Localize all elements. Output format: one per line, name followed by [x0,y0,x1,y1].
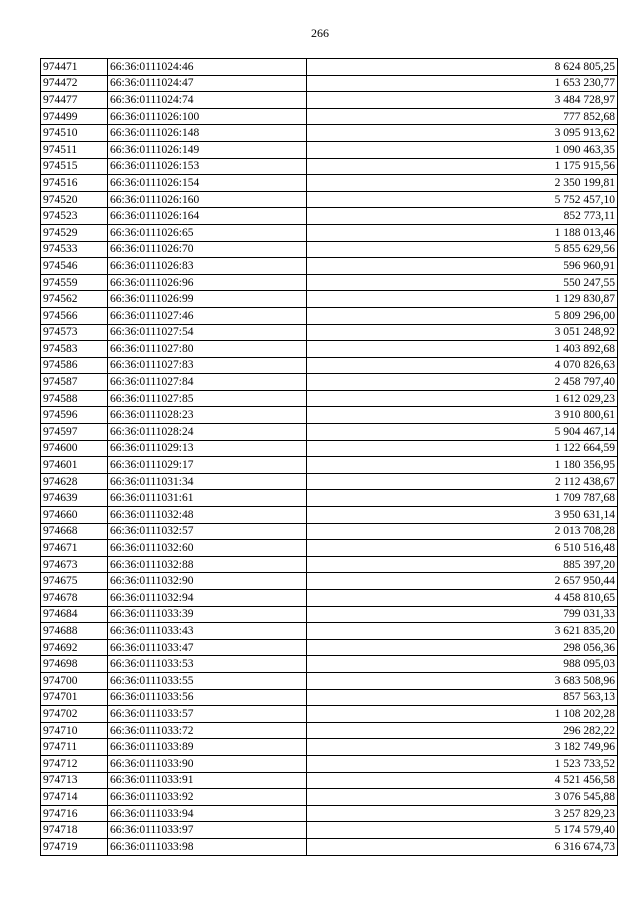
cadastral-number-cell: 66:36:0111033:72 [108,722,307,739]
cadastral-number-cell: 66:36:0111026:164 [108,208,307,225]
row-number-cell: 974660 [41,507,108,524]
table-row [41,75,618,92]
row-number-cell: 974477 [41,92,108,109]
cadastral-value-cell: 4 070 826,63 [307,357,618,374]
cadastral-value-cell: 1 188 013,46 [307,224,618,241]
cadastral-number-cell: 66:36:0111031:61 [108,490,307,507]
cadastral-number-cell: 66:36:0111033:57 [108,706,307,723]
cadastral-value-cell: 799 031,33 [307,606,618,623]
row-number-cell: 974515 [41,158,108,175]
table-row [41,606,618,623]
cadastral-value-cell: 1 403 892,68 [307,341,618,358]
row-number-cell: 974714 [41,789,108,806]
table-row [41,141,618,158]
cadastral-number-cell: 66:36:0111026:154 [108,175,307,192]
table-row [41,92,618,109]
row-number-cell: 974688 [41,623,108,640]
cadastral-value-cell: 6 316 674,73 [307,838,618,855]
cadastral-value-cell: 2 013 708,28 [307,523,618,540]
cadastral-value-cell: 1 709 787,68 [307,490,618,507]
cadastral-value-cell: 3 910 800,61 [307,407,618,424]
table-row [41,689,618,706]
row-number-cell: 974583 [41,341,108,358]
cadastral-value-cell: 3 182 749,96 [307,739,618,756]
cadastral-number-cell: 66:36:0111033:55 [108,672,307,689]
cadastral-number-cell: 66:36:0111033:94 [108,805,307,822]
table-row [41,838,618,855]
cadastral-number-cell: 66:36:0111026:149 [108,141,307,158]
table-row [41,175,618,192]
cadastral-number-cell: 66:36:0111026:65 [108,224,307,241]
table-row [41,755,618,772]
row-number-cell: 974546 [41,258,108,275]
row-number-cell: 974499 [41,108,108,125]
cadastral-value-cell: 1 129 830,87 [307,291,618,308]
table-row [41,324,618,341]
row-number-cell: 974675 [41,573,108,590]
cadastral-value-cell: 596 960,91 [307,258,618,275]
cadastral-value-cell: 2 350 199,81 [307,175,618,192]
row-number-cell: 974684 [41,606,108,623]
page-number: 266 [311,26,329,40]
table-row [41,390,618,407]
cadastral-value-cell: 1 122 664,59 [307,440,618,457]
table-row [41,258,618,275]
table-row [41,108,618,125]
cadastral-number-cell: 66:36:0111032:57 [108,523,307,540]
cadastral-value-cell: 5 174 579,40 [307,822,618,839]
table-row [41,789,618,806]
cadastral-value-cell: 1 653 230,77 [307,75,618,92]
row-number-cell: 974719 [41,838,108,855]
row-number-cell: 974562 [41,291,108,308]
row-number-cell: 974586 [41,357,108,374]
cadastral-number-cell: 66:36:0111032:88 [108,556,307,573]
table-row [41,291,618,308]
cadastral-value-cell: 5 809 296,00 [307,307,618,324]
cadastral-value-cell: 1 175 915,56 [307,158,618,175]
table-row [41,241,618,258]
cadastral-number-cell: 66:36:0111033:92 [108,789,307,806]
cadastral-value-cell: 6 510 516,48 [307,540,618,557]
cadastral-number-cell: 66:36:0111032:94 [108,590,307,607]
row-number-cell: 974516 [41,175,108,192]
row-number-cell: 974600 [41,440,108,457]
cadastral-number-cell: 66:36:0111033:91 [108,772,307,789]
table-row [41,457,618,474]
table-row [41,307,618,324]
row-number-cell: 974520 [41,191,108,208]
cadastral-number-cell: 66:36:0111027:85 [108,390,307,407]
cadastral-number-cell: 66:36:0111029:17 [108,457,307,474]
table-row [41,490,618,507]
cadastral-value-table [40,58,618,856]
cadastral-value-cell: 5 855 629,56 [307,241,618,258]
cadastral-value-cell: 1 612 029,23 [307,390,618,407]
row-number-cell: 974716 [41,805,108,822]
cadastral-number-cell: 66:36:0111024:46 [108,59,307,76]
row-number-cell: 974678 [41,590,108,607]
row-number-cell: 974510 [41,125,108,142]
cadastral-value-cell: 885 397,20 [307,556,618,573]
row-number-cell: 974711 [41,739,108,756]
cadastral-number-cell: 66:36:0111026:100 [108,108,307,125]
cadastral-number-cell: 66:36:0111033:39 [108,606,307,623]
row-number-cell: 974529 [41,224,108,241]
cadastral-number-cell: 66:36:0111027:80 [108,341,307,358]
cadastral-value-cell: 550 247,55 [307,274,618,291]
table-row [41,424,618,441]
table-row [41,208,618,225]
cadastral-value-cell: 2 112 438,67 [307,473,618,490]
table-body [41,59,618,856]
cadastral-value-cell: 8 624 805,25 [307,59,618,76]
row-number-cell: 974668 [41,523,108,540]
table-row [41,407,618,424]
row-number-cell: 974472 [41,75,108,92]
table-row [41,739,618,756]
row-number-cell: 974588 [41,390,108,407]
cadastral-value-cell: 3 051 248,92 [307,324,618,341]
table-row [41,623,618,640]
table-row [41,59,618,76]
cadastral-value-cell: 4 458 810,65 [307,590,618,607]
cadastral-value-cell: 3 095 913,62 [307,125,618,142]
row-number-cell: 974712 [41,755,108,772]
table-row [41,440,618,457]
table-row [41,191,618,208]
row-number-cell: 974671 [41,540,108,557]
cadastral-value-cell: 2 657 950,44 [307,573,618,590]
table-row [41,274,618,291]
cadastral-value-cell: 4 521 456,58 [307,772,618,789]
row-number-cell: 974601 [41,457,108,474]
cadastral-number-cell: 66:36:0111028:23 [108,407,307,424]
table-row [41,556,618,573]
table-row [41,125,618,142]
row-number-cell: 974597 [41,424,108,441]
row-number-cell: 974566 [41,307,108,324]
table-row [41,639,618,656]
table-row [41,540,618,557]
row-number-cell: 974471 [41,59,108,76]
row-number-cell: 974533 [41,241,108,258]
cadastral-number-cell: 66:36:0111033:97 [108,822,307,839]
row-number-cell: 974573 [41,324,108,341]
cadastral-number-cell: 66:36:0111027:84 [108,374,307,391]
cadastral-value-cell: 298 056,36 [307,639,618,656]
table-row [41,158,618,175]
row-number-cell: 974698 [41,656,108,673]
cadastral-number-cell: 66:36:0111032:60 [108,540,307,557]
row-number-cell: 974523 [41,208,108,225]
cadastral-value-cell: 3 683 508,96 [307,672,618,689]
cadastral-number-cell: 66:36:0111031:34 [108,473,307,490]
cadastral-value-cell: 296 282,22 [307,722,618,739]
table-row [41,523,618,540]
cadastral-number-cell: 66:36:0111026:148 [108,125,307,142]
row-number-cell: 974587 [41,374,108,391]
row-number-cell: 974692 [41,639,108,656]
cadastral-number-cell: 66:36:0111033:47 [108,639,307,656]
cadastral-number-cell: 66:36:0111033:56 [108,689,307,706]
cadastral-value-cell: 5 904 467,14 [307,424,618,441]
row-number-cell: 974673 [41,556,108,573]
cadastral-value-cell: 1 180 356,95 [307,457,618,474]
table-row [41,357,618,374]
row-number-cell: 974700 [41,672,108,689]
cadastral-number-cell: 66:36:0111032:48 [108,507,307,524]
table-row [41,822,618,839]
row-number-cell: 974702 [41,706,108,723]
cadastral-value-cell: 5 752 457,10 [307,191,618,208]
cadastral-number-cell: 66:36:0111026:70 [108,241,307,258]
cadastral-number-cell: 66:36:0111027:46 [108,307,307,324]
cadastral-value-cell: 852 773,11 [307,208,618,225]
table-row [41,656,618,673]
row-number-cell: 974701 [41,689,108,706]
row-number-cell: 974639 [41,490,108,507]
cadastral-number-cell: 66:36:0111033:43 [108,623,307,640]
table-row [41,341,618,358]
cadastral-number-cell: 66:36:0111033:90 [108,755,307,772]
cadastral-value-cell: 1 108 202,28 [307,706,618,723]
table-row [41,224,618,241]
table-row [41,507,618,524]
cadastral-value-cell: 2 458 797,40 [307,374,618,391]
table-row [41,706,618,723]
cadastral-value-cell: 3 950 631,14 [307,507,618,524]
cadastral-number-cell: 66:36:0111028:24 [108,424,307,441]
cadastral-value-cell: 988 095,03 [307,656,618,673]
cadastral-number-cell: 66:36:0111027:83 [108,357,307,374]
table-row [41,573,618,590]
cadastral-value-cell: 3 484 728,97 [307,92,618,109]
row-number-cell: 974713 [41,772,108,789]
cadastral-value-cell: 3 621 835,20 [307,623,618,640]
row-number-cell: 974511 [41,141,108,158]
row-number-cell: 974559 [41,274,108,291]
cadastral-value-cell: 1 523 733,52 [307,755,618,772]
cadastral-number-cell: 66:36:0111033:98 [108,838,307,855]
cadastral-number-cell: 66:36:0111026:99 [108,291,307,308]
cadastral-value-cell: 777 852,68 [307,108,618,125]
cadastral-number-cell: 66:36:0111033:53 [108,656,307,673]
table-row [41,722,618,739]
table-row [41,805,618,822]
table-row [41,374,618,391]
cadastral-value-cell: 1 090 463,35 [307,141,618,158]
row-number-cell: 974596 [41,407,108,424]
cadastral-value-cell: 3 076 545,88 [307,789,618,806]
row-number-cell: 974628 [41,473,108,490]
cadastral-number-cell: 66:36:0111024:74 [108,92,307,109]
cadastral-number-cell: 66:36:0111026:83 [108,258,307,275]
row-number-cell: 974718 [41,822,108,839]
table-row [41,772,618,789]
table-row [41,590,618,607]
cadastral-number-cell: 66:36:0111033:89 [108,739,307,756]
cadastral-value-cell: 857 563,13 [307,689,618,706]
cadastral-number-cell: 66:36:0111026:160 [108,191,307,208]
cadastral-number-cell: 66:36:0111029:13 [108,440,307,457]
table-row [41,473,618,490]
table-row [41,672,618,689]
cadastral-number-cell: 66:36:0111026:96 [108,274,307,291]
row-number-cell: 974710 [41,722,108,739]
cadastral-number-cell: 66:36:0111024:47 [108,75,307,92]
cadastral-number-cell: 66:36:0111026:153 [108,158,307,175]
cadastral-value-cell: 3 257 829,23 [307,805,618,822]
cadastral-number-cell: 66:36:0111027:54 [108,324,307,341]
cadastral-number-cell: 66:36:0111032:90 [108,573,307,590]
